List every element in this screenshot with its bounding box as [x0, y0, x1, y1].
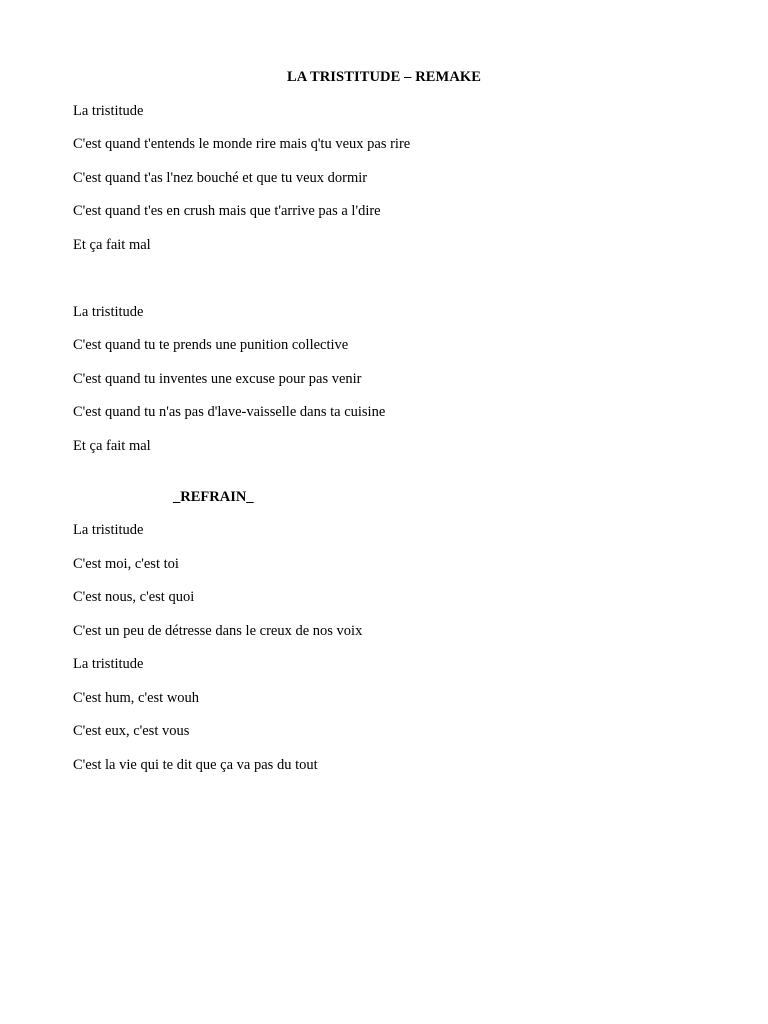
- verse1-line-4: C'est quand t'es en crush mais que t'arrive pas a l'dire: [73, 203, 381, 219]
- verse1-line-1: La tristitude: [73, 103, 144, 119]
- verse2-line-3: C'est quand tu inventes une excuse pour pas venir: [73, 371, 362, 387]
- document-title: LA TRISTITUDE – REMAKE: [286, 69, 482, 85]
- verse2-line-4: C'est quand tu n'as pas d'lave-vaisselle dans ta cuisine: [73, 404, 386, 420]
- refrain-line-8: C'est la vie qui te dit que ça va pas du tout: [73, 757, 318, 773]
- refrain-line-5: La tristitude: [73, 656, 144, 672]
- refrain-heading: _REFRAIN_: [173, 489, 254, 505]
- refrain-line-1: La tristitude: [73, 522, 144, 538]
- verse2-line-5: Et ça fait mal: [73, 438, 151, 454]
- refrain-line-4: C'est un peu de détresse dans le creux de nos voix: [73, 623, 363, 639]
- refrain-line-3: C'est nous, c'est quoi: [73, 589, 195, 605]
- verse2-line-2: C'est quand tu te prends une punition collective: [73, 337, 349, 353]
- refrain-line-6: C'est hum, c'est wouh: [73, 690, 200, 706]
- verse1-line-3: C'est quand t'as l'nez bouché et que tu veux dormir: [73, 170, 368, 186]
- verse2-line-1: La tristitude: [73, 304, 144, 320]
- refrain-line-7: C'est eux, c'est vous: [73, 723, 190, 739]
- refrain-line-2: C'est moi, c'est toi: [73, 556, 179, 572]
- verse1-line-5: Et ça fait mal: [73, 237, 151, 253]
- verse1-line-2: C'est quand t'entends le monde rire mais q'tu veux pas rire: [73, 136, 411, 152]
